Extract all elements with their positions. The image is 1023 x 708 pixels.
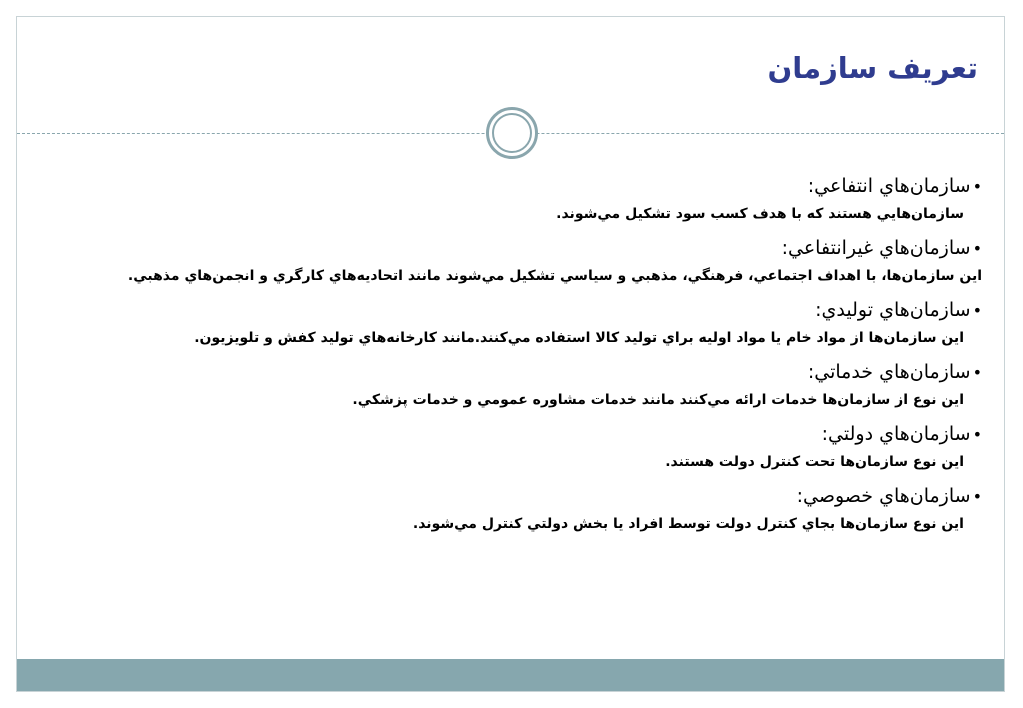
heading-text: سازمان‌هاي انتفاعي:: [807, 175, 971, 197]
item-heading: [22, 173, 982, 203]
item-body: سازمان‌هايي هستند كه با هدف كسب سود تشكيل مي‌شوند.: [556, 206, 964, 222]
heading-text: سازمان‌هاي خصوصي:: [796, 485, 971, 507]
item-body: اين سازمان‌ها، با اهداف اجتماعي، فرهنگي، مذهبي و سياسي تشكيل مي‌شوند مانند اتحاديه‌هاي كارگري و انجمن‌هاي مذهبي.: [127, 268, 982, 284]
item-heading: [22, 359, 982, 389]
item-heading: [22, 483, 982, 513]
slide-title: تعريف سازمان: [767, 51, 978, 85]
divider-ring-ornament: [486, 107, 538, 159]
item-body: اين نوع از سازمان‌ها خدمات ارائه مي‌كنند مانند خدمات مشاوره عمومي و خدمات پزشكي.: [352, 392, 964, 408]
footer-bar: [17, 659, 1004, 691]
item-body: اين نوع سازمان‌ها بجاي كنترل دولت توسط افراد يا بخش دولتي كنترل مي‌شوند.: [412, 516, 964, 532]
bullet-icon: •: [972, 487, 982, 506]
heading-text: سازمان‌هاي غيرانتفاعي:: [781, 237, 971, 259]
heading-text: سازمان‌هاي دولتي:: [821, 423, 971, 445]
item-heading: [22, 235, 982, 265]
heading-text: سازمان‌هاي توليدي:: [815, 299, 971, 321]
heading-text: سازمان‌هاي خدماتي:: [807, 361, 971, 383]
bullet-icon: •: [972, 425, 982, 444]
slide: [16, 16, 1005, 692]
item-body: اين نوع سازمان‌ها تحت كنترل دولت هستند.: [665, 454, 964, 470]
item-heading: [22, 421, 982, 451]
bullet-icon: •: [972, 239, 982, 258]
bullet-icon: •: [972, 363, 982, 382]
item-body: اين سازمان‌ها از مواد خام يا مواد اوليه براي توليد كالا استفاده مي‌كنند.مانند كارخانه‌هاي توليد كفش و تلويزيون.: [194, 330, 964, 346]
slide-content: [22, 173, 982, 545]
bullet-icon: •: [972, 301, 982, 320]
bullet-icon: •: [972, 177, 982, 196]
item-heading: [22, 297, 982, 327]
